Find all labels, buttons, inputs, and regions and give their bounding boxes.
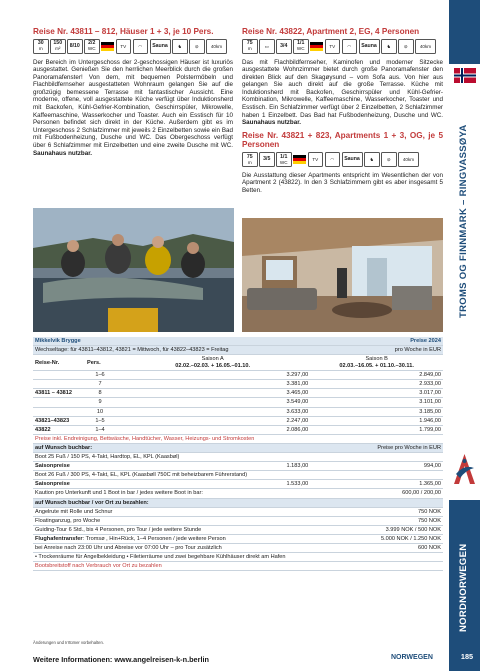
norway-flag-icon (454, 68, 476, 83)
inclusive-note: Preise inkl. Endreinigung, Bettwäsche, Handtücher, Wasser, Heizungs- und Stromkosten (33, 434, 443, 443)
deposit-text: Kaution pro Unterkunft und 1 Boot in bar / jedes weitere Boot in bar: (33, 489, 310, 498)
living-room-photo (242, 218, 443, 332)
icon-top-text: 75 (246, 153, 253, 160)
price-cell-nr: 43821–43823 (33, 416, 85, 425)
flag-de-icon (310, 39, 323, 55)
icon-top-text: 2/2 (88, 40, 96, 47)
table-row (33, 525, 443, 534)
fuel-note: Bootsbreitstoff nach Verbrauch vor Ort zu bezahlen (33, 562, 443, 571)
apartment-2-text: Das mit Flachbildfernseher, Kaminofen und moderner Sitzecke ausgestattete Wohnzimmer bietet durch große Panoramafenster den direkten Blick auf den Skagøysund – vom Sofa aus. Von hier aus gelangen Sie auch direkt auf die große Terrasse. Küche mit Induktionsherd mit Backofen, Geschirrspüler und Kühl-Gefrier-Kombination, Mikrowelle, Kaffeemaschine, Wasserkocher, Toaster und Esstisch. Ein Schlafzimmer verfügt über 2 Einzelbetten, 2 Schlafzimmer haben 1 Einzelbett. Das Bad hat Fußbodenheizung, Dusche und WC. (242, 58, 443, 119)
price-cell-a: 3.633,00 (115, 407, 310, 416)
price-cell-b: 3.185,00 (310, 407, 443, 416)
sauna-note: Saunahaus nutzbar. (242, 119, 302, 127)
table-header-row (33, 337, 443, 346)
icon-bottom-text: TV (312, 157, 319, 163)
price-cell-b: 1.799,00 (310, 425, 443, 434)
price-cell-pers: 9 (85, 398, 115, 407)
icon-bottom-text: WC (87, 46, 96, 52)
late-arrival-value: 600 NOK (310, 543, 443, 552)
no-smoking-icon: ⊘ (381, 152, 397, 168)
beds-icon (276, 39, 292, 55)
table-row (33, 453, 443, 462)
price-cell-a: 3.465,00 (115, 389, 310, 398)
boat-1-desc: Boot 25 Fuß / 150 PS, 4-Takt, Hardtop, EL, KPL (Kaasbøl) (33, 453, 443, 462)
price-cell-pers: 1–4 (85, 425, 115, 434)
table-row (33, 471, 443, 480)
deposit-value: 600,00 / 200,00 (310, 489, 443, 498)
price-cell-nr (33, 398, 85, 407)
column-header-row (33, 355, 443, 371)
apartments-1-3-description: Die Ausstattung dieser Apartments entspricht im Wesentlichen der von Apartment 2 (43822). In den 3 Schlafzimmern gibt es aber insgesamt 5 Betten. (242, 171, 443, 195)
sauna-note: Saunahaus nutzbar. (33, 149, 93, 157)
price-row (33, 398, 443, 407)
price-cell-b: 2.933,00 (310, 380, 443, 389)
boat-2-desc: Boot 26 Fuß / 300 PS, 4-Takt, EL, KPL (Kaasbøll 750C mit beheizbarem Führerstand) (33, 471, 443, 480)
wc-icon (293, 39, 309, 55)
local-price: 750 NOK (310, 507, 443, 516)
price-cell-pers: 1–6 (85, 371, 115, 380)
beds-icon (67, 39, 83, 55)
price-cell-pers: 10 (85, 407, 115, 416)
change-days: Wechseltage: für 43811–43812, 43821 = Mittwoch, für 43822–43823 = Freitag (33, 346, 310, 355)
price-cell-b: 1.946,00 (310, 416, 443, 425)
season-a-dates: 02.02.–02.03. + 16.05.–01.10. (175, 362, 251, 369)
price-cell-pers: 8 (85, 389, 115, 398)
icon-bottom-text: WC (296, 46, 305, 52)
house-title: Reise Nr. 43811 – 812, Häuser 1 + 3, je 10 Pers. (33, 27, 214, 36)
col-header-season-b (310, 355, 443, 371)
icon-top-text: 8/10 (69, 42, 80, 49)
price-cell-a: 3.381,00 (115, 380, 310, 389)
boat-2-price-a: 1.533,00 (115, 480, 310, 489)
wc-icon (276, 152, 292, 168)
season-b-label: Saison B (365, 355, 388, 362)
col-header-nr: Reise-Nr. (33, 355, 85, 371)
house-description (33, 59, 233, 158)
price-row (33, 416, 443, 425)
price-cell-b: 2.849,00 (310, 371, 443, 380)
price-cell-nr: 43822 (33, 425, 85, 434)
season-b-dates: 02.03.–16.05. + 01.10.–30.11. (339, 362, 414, 369)
pets-icon: ♞ (364, 152, 380, 168)
season-price-label: Saisonpreise (33, 480, 115, 489)
local-header: auf Wunsch buchbar / vor Ort zu bezahlen: (33, 498, 443, 507)
price-cell-pers: 1–5 (85, 416, 115, 425)
sauna-icon (342, 152, 363, 168)
icon-top-text: 3/5 (263, 156, 271, 163)
local-price: 3.999 NOK / 500 NOK (310, 525, 443, 534)
amenity-icons (242, 39, 443, 55)
distance-icon (242, 39, 258, 55)
table-row (33, 462, 443, 471)
icon-top-text: Sauna (361, 42, 377, 49)
transfer-label: Flughafentransfer (35, 535, 83, 542)
transfer-desc: : Tromsø , Hin+Rück, 1–4 Personen / jede weitere Person (82, 535, 226, 542)
season-a-label: Saison A (201, 355, 224, 362)
side-band-top (449, 0, 480, 64)
boat-header-prices: Preise pro Woche in EUR (310, 443, 443, 452)
pets-icon: ♞ (381, 39, 397, 55)
price-row (33, 371, 443, 380)
table-row (33, 534, 443, 543)
amenity-icons (33, 39, 233, 55)
icon-top-text: Sauna (344, 156, 360, 163)
no-smoking-icon: ⊘ (398, 39, 414, 55)
flag-de-icon (293, 152, 306, 168)
house-description-text: Der Bereich im Untergeschoss der 2-geschossigen Häuser ist luxuriös ausgestattet. Genießen Sie den herrlichen Meerblick durch die großen Panoramafenster! Von dem, mit bequemen Polstermöbeln und Flachbildfernseher ausgestatteten Wohnraum gelangen Sie auf die großzügig bemessene Terrasse mit fantastischer Aussicht. Eine moderne, offene, voll ausgestattete Küche verfügt über Induktionsherd mit Backofen, Kühl-Gefrier-Kombination, Geschirrspüler, Mikrowelle, Kaffeemaschine, Wasserkocher und Toaster. Auch ein Esstisch für 10 Personen befindet sich direkt in der Küche. Außerdem gibt es im Untergeschoss 2 Schlafzimmer mit jeweils 2 Einzelbetten sowie ein Bad mit Fußbodenheizung, Dusche und WC. Das Obergeschoss verfügt über 6 Schlafzimmer mit Einzelbetten und eine zweite Dusche mit WC. (33, 58, 233, 150)
boat-header-row (33, 443, 443, 452)
late-arrival-text: bei Anreise nach 23:00 Uhr und Abreise vor 07:00 Uhr – pro Tour zusätzlich (33, 543, 310, 552)
boat-1-price-a: 1.183,00 (115, 462, 310, 471)
icon-top-text: 3/4 (280, 42, 288, 49)
icon-bottom-text: TV (329, 43, 336, 49)
tv-icon (325, 39, 341, 55)
wifi-icon: ◠ (325, 152, 341, 168)
price-cell-nr: 43811 – 43812 (33, 389, 85, 398)
local-item: Floatinganzug, pro Woche (33, 516, 310, 525)
table-row (33, 553, 443, 562)
tv-icon (308, 152, 324, 168)
anglers-photo (33, 208, 234, 332)
icon-top-text: 1/1 (280, 153, 288, 160)
table-row (33, 480, 443, 489)
icon-top-text: 30 (37, 40, 44, 47)
beds-icon (259, 152, 275, 168)
apartment-2-title: Reise Nr. 43822, Apartment 2, EG, 4 Personen (242, 27, 420, 36)
distance-icon (33, 39, 49, 55)
price-cell-a: 3.549,00 (115, 398, 310, 407)
right-column (242, 27, 443, 195)
icon-top-text: 75 (246, 40, 253, 47)
season-price-label: Saisonpreise (33, 462, 115, 471)
col-header-season-a (115, 355, 310, 371)
local-item: Angelrute mit Rolle und Schnur (33, 507, 310, 516)
icon-top-text: 150 (53, 40, 63, 47)
price-cell-nr (33, 380, 85, 389)
sauna-icon (359, 39, 380, 55)
icon-bottom-text: m (247, 159, 252, 165)
price-row (33, 407, 443, 416)
wifi-icon: ◠ (342, 39, 358, 55)
left-column (33, 27, 233, 157)
more-info: Weitere Informationen: www.angelreisen-k-n.berlin (33, 655, 209, 664)
airport-distance-icon (206, 39, 227, 55)
region-label: TROMS OG FINNMARK – RINGVASSØYA (458, 124, 469, 318)
price-row (33, 380, 443, 389)
price-cell-pers: 7 (85, 380, 115, 389)
price-cell-b: 3.017,00 (310, 389, 443, 398)
wifi-icon: ◠ (133, 39, 149, 55)
country-label: NORDNORWEGEN (458, 543, 469, 632)
icon-bottom-text: 40km (419, 43, 432, 49)
table-row (33, 489, 443, 498)
price-year: Preise 2024 (310, 337, 443, 346)
boat-2-price-b: 1.365,00 (310, 480, 443, 489)
price-cell-b: 3.101,00 (310, 398, 443, 407)
angelreisen-logo-icon (452, 452, 477, 488)
price-cell-nr (33, 407, 85, 416)
price-row (33, 425, 443, 434)
apartment-2-description (242, 59, 443, 127)
table-row (33, 507, 443, 516)
facilities-bullets: • Trockenräume für Angelbekleidung • Filetierräume und zwei begehbare Kühlhäuser direkt am Hafen (33, 553, 443, 562)
icon-top-text: 1/1 (297, 40, 305, 47)
side-band (449, 0, 480, 671)
tv-icon (116, 39, 132, 55)
distance-icon (242, 152, 258, 168)
area-icon (50, 39, 66, 55)
icon-bottom-text: TV (120, 43, 127, 49)
price-cell-a: 2.247,00 (115, 416, 310, 425)
icon-bottom-text: WC (279, 159, 288, 165)
amenity-icons (242, 152, 443, 168)
area-icon: ▭ (259, 39, 275, 55)
no-smoking-icon: ⊘ (189, 39, 205, 55)
price-cell-a: 2.086,00 (115, 425, 310, 434)
icon-top-text: Sauna (152, 42, 168, 49)
icon-bottom-text: 40km (402, 157, 415, 163)
table-row (33, 516, 443, 525)
page-number: 185 (454, 649, 480, 663)
table-row (33, 562, 443, 571)
footer-region: NORWEGEN (391, 654, 433, 661)
airport-distance-icon (398, 152, 419, 168)
inclusive-note-row (33, 434, 443, 443)
pets-icon: ♞ (172, 39, 188, 55)
table-row (33, 543, 443, 552)
transfer-value: 5.000 NOK / 1.250 NOK (310, 534, 443, 543)
apartments-1-3-title: Reise Nr. 43821 + 823, Apartments 1 + 3, OG, je 5 Personen (242, 130, 443, 150)
icon-bottom-text: m² (55, 46, 61, 52)
icon-bottom-text: m (38, 46, 43, 52)
col-header-pers: Pers. (85, 355, 115, 371)
per-week-label: pro Woche in EUR (310, 346, 443, 355)
local-item: Guiding-Tour 6 Std., bis 4 Personen, pro Tour / jede weitere Stunde (33, 525, 310, 534)
price-cell-a: 3.297,00 (115, 371, 310, 380)
price-cell-nr (33, 371, 85, 380)
price-row (33, 389, 443, 398)
disclaimer: Änderungen und Irrtümer vorbehalten. (33, 640, 104, 645)
property-name: Mikkelvik Brygge (33, 337, 115, 346)
flag-de-icon (101, 39, 114, 55)
airport-distance-icon (415, 39, 436, 55)
local-header-row (33, 498, 443, 507)
boat-1-price-b: 994,00 (310, 462, 443, 471)
boat-header: auf Wunsch buchbar: (33, 443, 115, 452)
price-table (33, 337, 443, 571)
local-price: 750 NOK (310, 516, 443, 525)
transfer-text (33, 534, 310, 543)
wc-icon (84, 39, 100, 55)
icon-bottom-text: 40km (210, 43, 223, 49)
icon-bottom-text: m (247, 46, 252, 52)
table-header-row (33, 346, 443, 355)
sauna-icon (150, 39, 171, 55)
